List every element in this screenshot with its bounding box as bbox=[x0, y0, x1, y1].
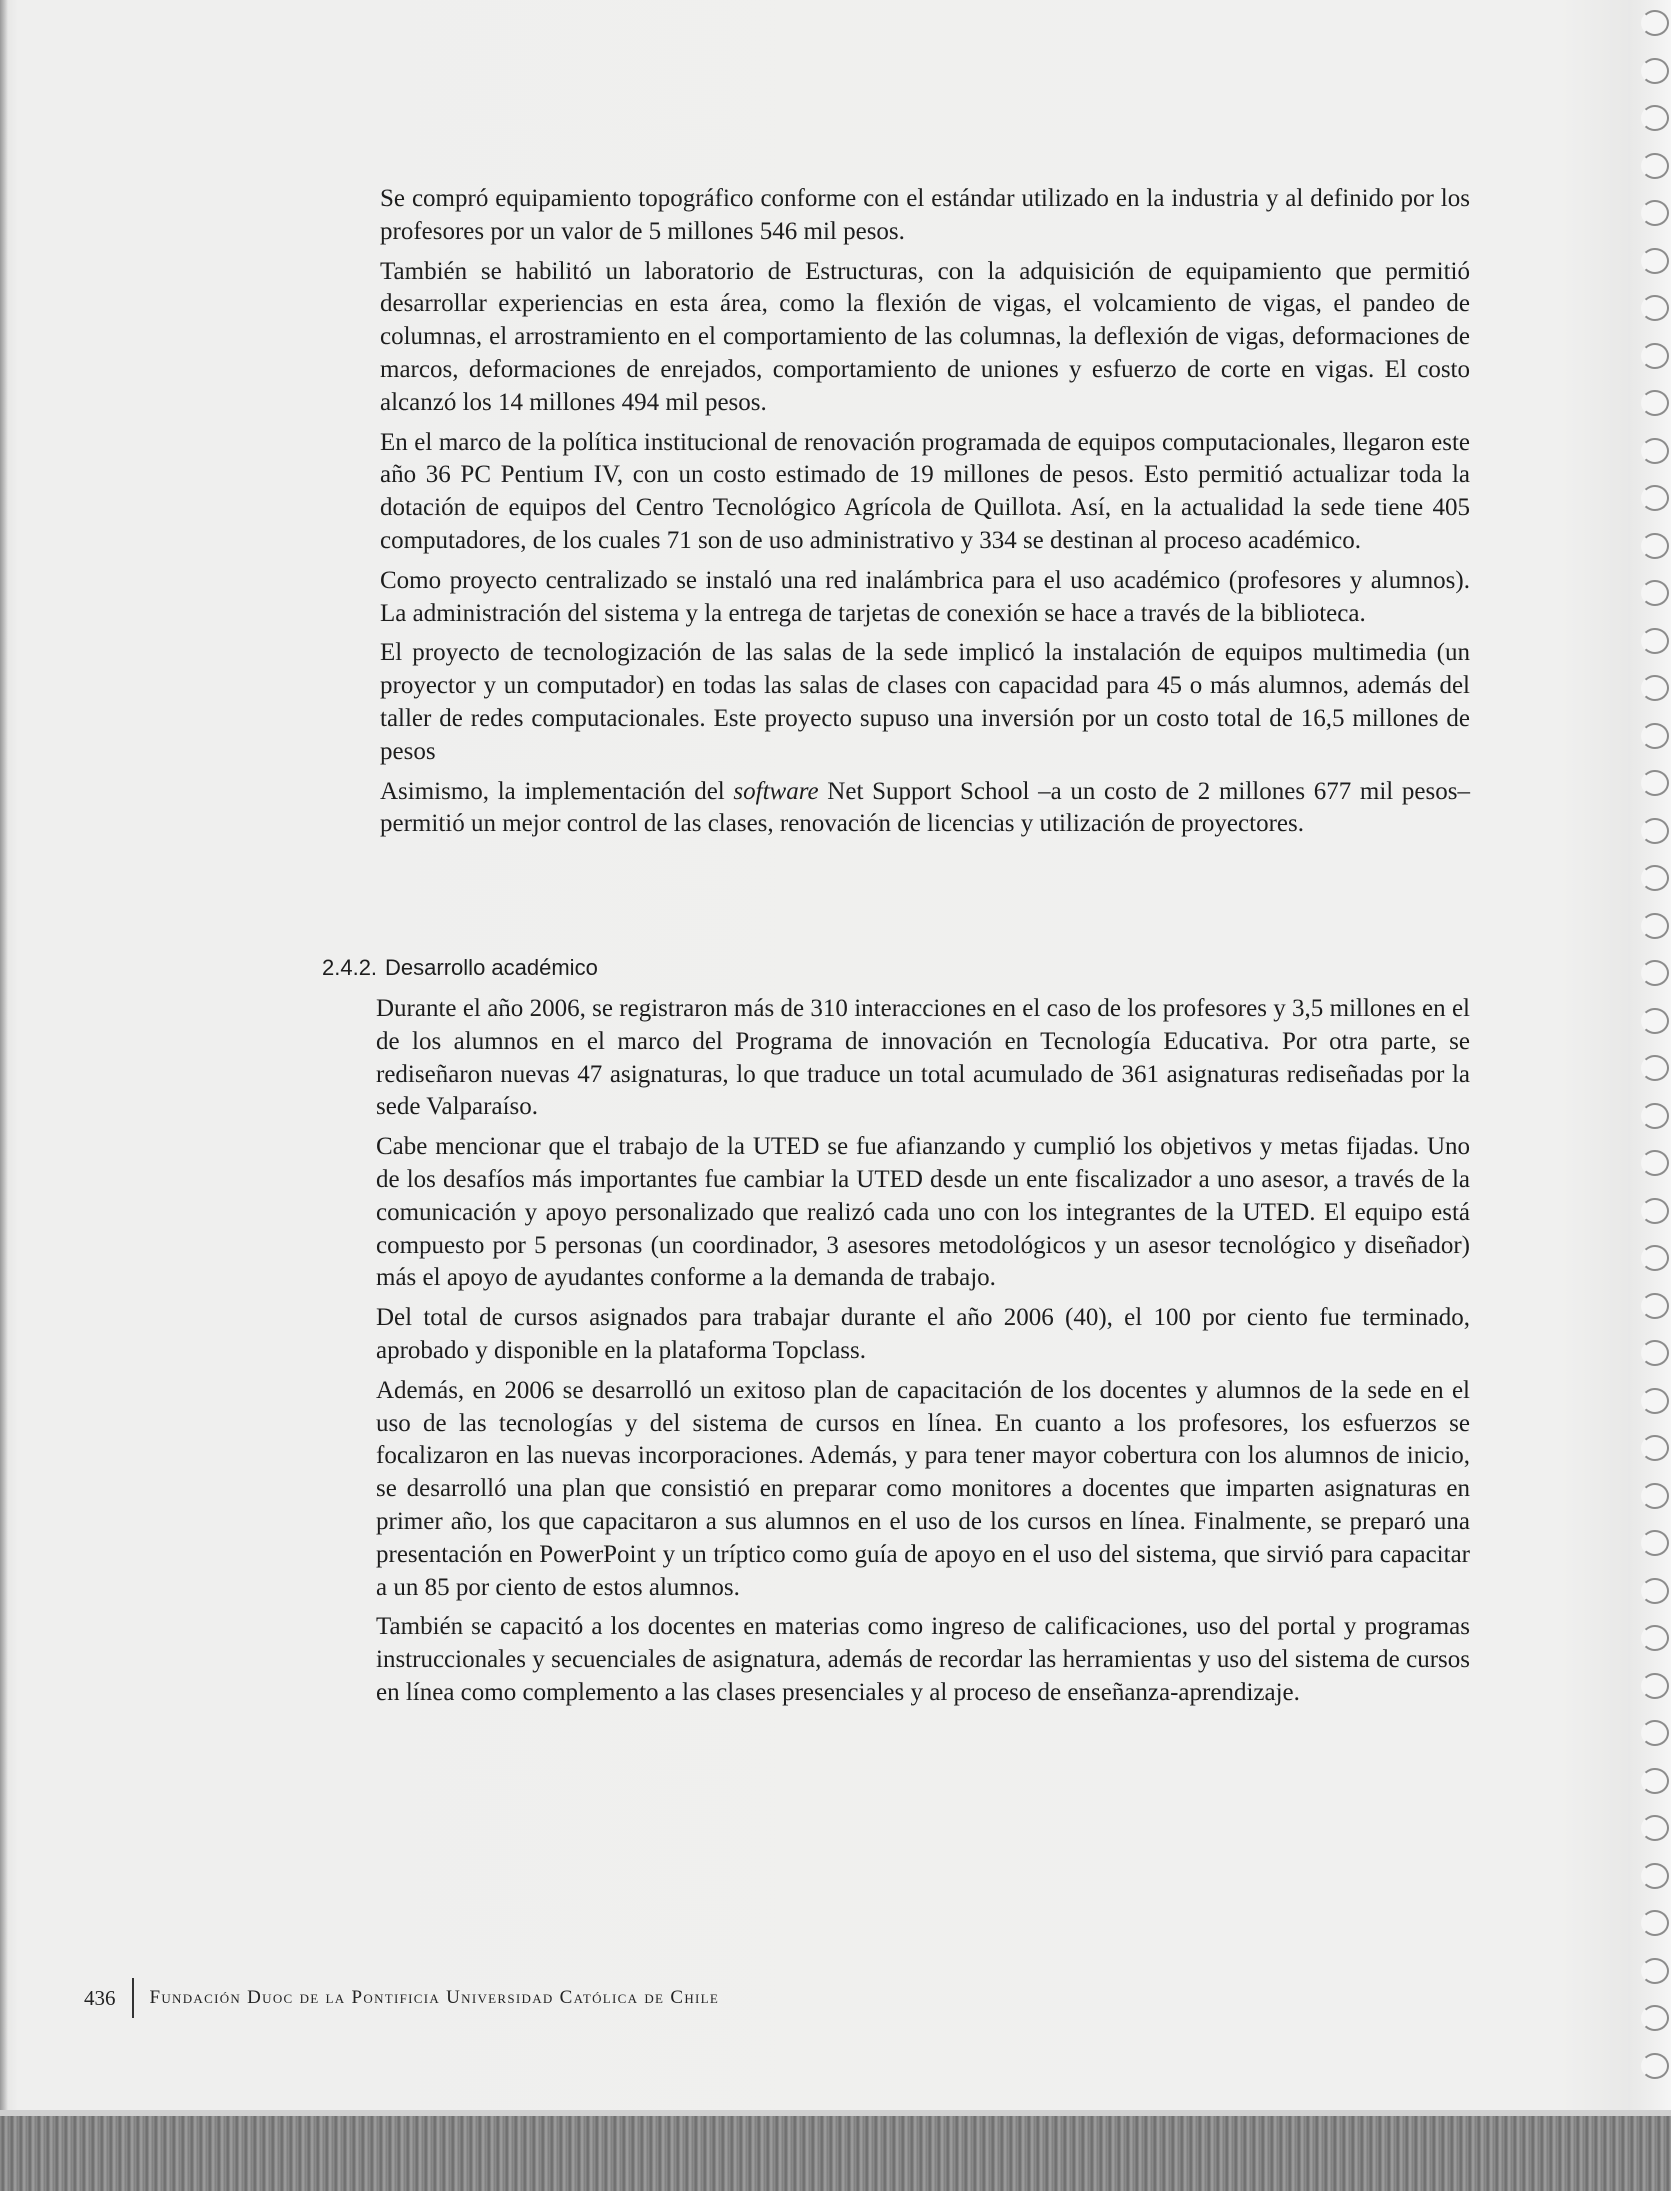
spiral-ring bbox=[1641, 485, 1669, 511]
spiral-ring bbox=[1641, 1910, 1669, 1936]
paragraph-teacher-training: También se capacitó a los docentes en materias como ingreso de calificaciones, uso del portal y programas instruccionales y secuenciales de asignatura, además de recordar las herramientas y uso del sistema de cursos en línea como complemento a las clases presenciales y al proceso de enseñanza-aprendizaje. bbox=[376, 1613, 1470, 1706]
spiral-ring bbox=[1641, 628, 1669, 654]
spiral-ring bbox=[1641, 723, 1669, 749]
section-title: Desarrollo académico bbox=[385, 955, 598, 980]
paragraph-training-plan: Además, en 2006 se desarrolló un exitoso plan de capacitación de los docentes y alumnos de la sede en el uso de las tecnologías y del sistema de cursos en línea. En cuanto a los profesores, los esfuerzos se focalizaron en las nuevas incorporaciones. Además, y para tener mayor cobertura con los alumnos de inicio, se desarrolló una plan que consistió en preparar como monitores a docentes que imparten asignaturas en primer año, los que capacitaron a sus alumnos en el uso de los cursos en línea. Finalmente, se preparó una presentación en PowerPoint y un tríptico como guía de apoyo en el uso del sistema, que sirvió para capacitar a un 85 por ciento de estos alumnos. bbox=[376, 1376, 1470, 1601]
spiral-ring bbox=[1641, 533, 1669, 559]
paragraph-interactions: Durante el año 2006, se registraron más de 310 interacciones en el caso de los profesores y 3,5 millones en el de los alumnos en el marco del Programa de innovación en Tecnología Educativa. Por otra parte, se rediseñaron nuevas 47 asignaturas, lo que traduce un total acumulado de 361 asignaturas rediseñadas por la sede Valparaíso. bbox=[376, 995, 1470, 1121]
spiral-ring bbox=[1641, 913, 1669, 939]
footer-divider bbox=[132, 1978, 134, 2018]
software-emphasis: software bbox=[733, 777, 819, 805]
spiral-ring bbox=[1641, 818, 1669, 844]
spiral-ring bbox=[1641, 865, 1669, 891]
section-heading bbox=[322, 955, 606, 981]
spiral-ring bbox=[1641, 1198, 1669, 1224]
scan-edge-highlight bbox=[0, 2110, 1671, 2116]
page-footer bbox=[84, 1978, 719, 2018]
spiral-ring bbox=[1641, 295, 1669, 321]
spiral-ring bbox=[1641, 1008, 1669, 1034]
spiral-ring bbox=[1641, 105, 1669, 131]
spiral-ring bbox=[1641, 10, 1669, 36]
spiral-ring bbox=[1641, 675, 1669, 701]
spiral-ring bbox=[1641, 1815, 1669, 1841]
scan-bottom-edge bbox=[0, 2110, 1671, 2191]
paragraph-courses-total: Del total de cursos asignados para trabajar durante el año 2006 (40), el 100 por ciento fue terminado, aprobado y disponible en la plataforma Topclass. bbox=[376, 1304, 1470, 1364]
spiral-ring bbox=[1641, 580, 1669, 606]
body-text-section bbox=[376, 993, 1470, 1717]
spiral-ring bbox=[1641, 1768, 1669, 1794]
paragraph-computer-renewal: En el marco de la política institucional de renovación programada de equipos computacionales, llegaron este año 36 PC Pentium IV, con un costo estimado de 19 millones de pesos. Esto permitió actualizar toda la dotación de equipos del Centro Tecnológico Agrícola de Quillota. Así, en la actualidad la sede tiene 405 computadores, de los cuales 71 son de uso administrativo y 334 se destinan al proceso académico. bbox=[380, 428, 1470, 554]
spiral-ring bbox=[1641, 1055, 1669, 1081]
spiral-ring bbox=[1641, 960, 1669, 986]
paragraph-topographic-equipment: Se compró equipamiento topográfico conforme con el estándar utilizado en la industria y al definido por los profesores por un valor de 5 millones 546 mil pesos. bbox=[380, 185, 1470, 245]
spiral-ring bbox=[1641, 438, 1669, 464]
page-edge-shadow bbox=[0, 0, 8, 2191]
spiral-ring bbox=[1641, 1958, 1669, 1984]
paragraph-multimedia-rooms: El proyecto de tecnologización de las salas de la sede implicó la instalación de equipos multimedia (un proyector y un computador) en todas las salas de clases con capacidad para 45 o más alumnos, además del taller de redes computacionales. Este proyecto supuso una inversión por un costo total de 16,5 millones de pesos bbox=[380, 639, 1470, 765]
spiral-ring bbox=[1641, 1293, 1669, 1319]
spiral-ring bbox=[1641, 770, 1669, 796]
spiral-ring bbox=[1641, 1150, 1669, 1176]
spiral-ring bbox=[1641, 58, 1669, 84]
spiral-ring bbox=[1641, 2005, 1669, 2031]
paragraph-uted: Cabe mencionar que el trabajo de la UTED se fue afianzando y cumplió los objetivos y metas fijadas. Uno de los desafíos más importantes fue cambiar la UTED desde un ente fiscalizador a uno asesor, a través de la comunicación y apoyo personalizado que realizó cada uno con los integrantes de la UTED. El equipo está compuesto por 5 personas (un coordinador, 3 asesores metodológicos y un asesor tecnológico y diseñador) más el apoyo de ayudantes conforme a la demanda de trabajo. bbox=[376, 1133, 1470, 1292]
paragraph-wireless-network: Como proyecto centralizado se instaló una red inalámbrica para el uso académico (profesores y alumnos). La administración del sistema y la entrega de tarjetas de conexión se hace a través de la biblioteca. bbox=[380, 566, 1470, 627]
spiral-ring bbox=[1641, 1720, 1669, 1746]
spiral-ring bbox=[1641, 1340, 1669, 1366]
spiral-ring bbox=[1641, 390, 1669, 416]
spiral-ring bbox=[1641, 1673, 1669, 1699]
spiral-ring bbox=[1641, 2053, 1669, 2079]
paragraph-net-support-school bbox=[380, 776, 1470, 842]
spiral-ring bbox=[1641, 1483, 1669, 1509]
spiral-ring bbox=[1641, 153, 1669, 179]
spiral-ring bbox=[1641, 1863, 1669, 1889]
software-text-before: Asimismo, la implementación del bbox=[380, 777, 734, 805]
spiral-ring bbox=[1641, 200, 1669, 226]
footer-organization: Fundación Duoc de la Pontificia Universidad Católica de Chile bbox=[149, 1987, 720, 2008]
spiral-ring bbox=[1641, 1388, 1669, 1414]
page-number: 436 bbox=[84, 1985, 116, 2010]
spiral-ring bbox=[1641, 248, 1669, 274]
spiral-ring bbox=[1641, 1245, 1669, 1271]
paragraph-structures-lab: También se habilitó un laboratorio de Estructuras, con la adquisición de equipamiento que permitió desarrollar experiencias en esta área, como la flexión de vigas, el volcamiento de vigas, el pandeo de columnas, el arrostramiento en el comportamiento de las columnas, la deflexión de vigas, deformaciones de marcos, deformaciones de enrejados, comportamiento de uniones y esfuerzo de corte en vigas. El costo alcanzó los 14 millones 494 mil pesos. bbox=[380, 257, 1470, 416]
spiral-ring bbox=[1641, 1435, 1669, 1461]
software-text-after: Net Support School –a un costo de 2 millones 677 mil pesos– permitió un mejor control de las clases, renovación de licencias y utilización de proyectores. bbox=[380, 777, 1470, 838]
spiral-binding bbox=[1629, 0, 1671, 2191]
section-number: 2.4.2. bbox=[322, 955, 378, 980]
spiral-ring bbox=[1641, 1578, 1669, 1604]
spiral-ring bbox=[1641, 1625, 1669, 1651]
spiral-ring bbox=[1641, 1530, 1669, 1556]
spiral-ring bbox=[1641, 1103, 1669, 1129]
spiral-ring bbox=[1641, 343, 1669, 369]
body-text bbox=[380, 183, 1470, 848]
